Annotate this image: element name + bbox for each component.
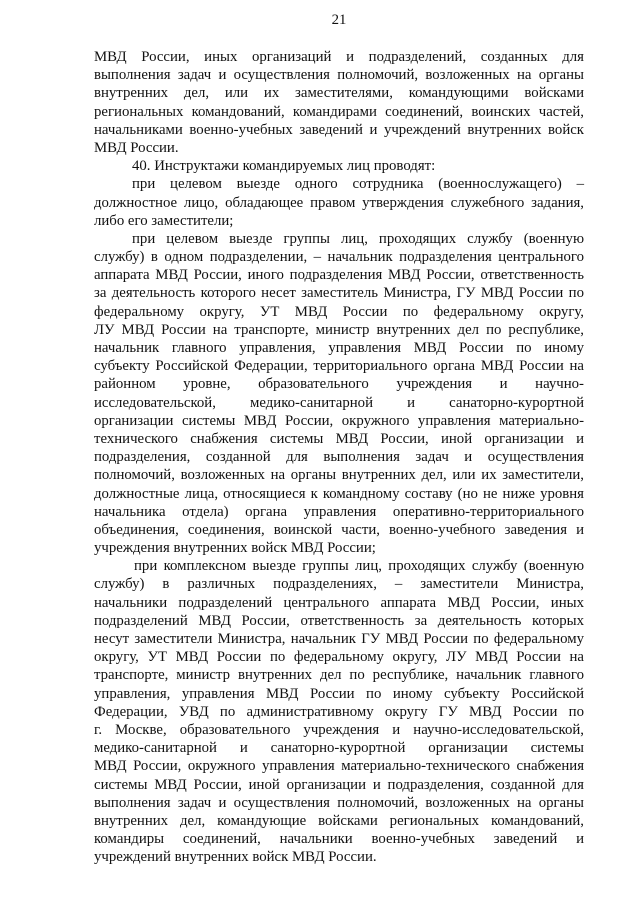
text-line: должностное лицо, обладающее правом утверждения служебного задания, xyxy=(94,194,584,211)
paragraph-item-40 xyxy=(94,157,584,175)
document-body xyxy=(94,48,584,866)
text-line: объединения, соединения, воинской части, военно-учебного заведения и xyxy=(94,521,584,538)
text-line: управления, управления МВД России по иному субъекту Российской xyxy=(94,685,584,702)
text-line: г. Москве, образовательного учреждения и научно-исследовательской, xyxy=(94,721,584,738)
text-line: либо его заместители; xyxy=(94,212,234,229)
text-line: службу) в различных подразделениях, – заместители Министра, xyxy=(94,576,584,593)
text-line: субъекту Российской Федерации, территориального органа МВД России на xyxy=(94,358,584,375)
text-line: региональных командований, командирами соединений, воинских частей, xyxy=(94,103,584,120)
page-number: 21 xyxy=(331,12,347,28)
text-line: исследовательской, медико-санитарной и санаторно-курортной xyxy=(94,394,584,411)
text-line: полномочий, возложенных на органы внутренних дел, или их заместители, xyxy=(94,467,584,484)
text-line: организации системы МВД России, окружного управления материально- xyxy=(94,412,584,429)
text-line: федеральному округу, УТ МВД России по федеральному округу, xyxy=(94,303,584,320)
text-line: должностные лица, относящиеся к командному составу (но не ниже уровня xyxy=(94,485,584,502)
text-line: выполнения задач и осуществления полномочий, возложенных на органы xyxy=(94,67,584,84)
text-line: несут заместители Министра, начальник ГУ МВД России по федеральному xyxy=(94,631,584,647)
paragraph-continuation xyxy=(94,48,584,157)
text-line: округу, УТ МВД России по федеральному округу, ЛУ МВД России на xyxy=(94,649,584,666)
text-line: за деятельность которого несет заместитель Министра, ГУ МВД России по xyxy=(94,285,584,302)
text-line: внутренних дел, командующие войсками региональных командований, xyxy=(94,812,584,829)
text-line: при целевом выезде группы лиц, проходящих службу (военную xyxy=(132,230,584,247)
paragraph-group-various-units xyxy=(94,557,584,866)
text-line: МВД России, окружного управления материально-технического снабжения xyxy=(94,758,584,775)
text-line: начальника отдела) органа управления оперативно-территориального xyxy=(94,503,584,520)
text-line: подразделений МВД России, ответственность за деятельность которых xyxy=(94,612,584,629)
text-line: технического снабжения системы МВД России, иной организации и xyxy=(94,430,584,447)
text-line: аппарата МВД России, иного подразделения МВД России, ответственность xyxy=(94,267,584,284)
text-line: при целевом выезде одного сотрудника (военнослужащего) – xyxy=(132,176,584,193)
text-line: медико-санитарной и санаторно-курортной организации системы xyxy=(94,740,584,757)
text-line: при комплексном выезде группы лиц, проходящих службу (военную xyxy=(134,558,584,575)
text-line: районном уровне, образовательного учреждения и научно- xyxy=(94,376,584,393)
text-line: начальник главного управления, управления МВД России по иному xyxy=(94,340,584,356)
text-line: учреждения внутренних войск МВД России; xyxy=(94,540,376,557)
text-line: 40. Инструктажи командируемых лиц проводят: xyxy=(132,158,436,175)
text-line: ЛУ МВД России на транспорте, министр внутренних дел по республике, xyxy=(94,321,584,338)
text-line: учреждений внутренних войск МВД России. xyxy=(94,849,377,866)
text-line: начальниками военно-учебных заведений и учреждений внутренних войск xyxy=(94,121,584,138)
text-line: Федерации, УВД по административному округу ГУ МВД России по xyxy=(94,703,584,720)
text-line: выполнения задач и осуществления полномочий, возложенных на органы xyxy=(94,794,584,811)
text-line: начальники подразделений центрального аппарата МВД России, иных xyxy=(94,594,584,611)
paragraph-single-employee xyxy=(94,175,584,230)
text-line: МВД России, иных организаций и подразделений, созданных для xyxy=(94,49,584,65)
text-line: системы МВД России, иной организации и подразделения, созданной для xyxy=(94,776,584,793)
text-line: службу) в одном подразделении, – начальник подразделения центрального xyxy=(94,249,584,266)
text-line: подразделения, созданной для выполнения задач и осуществления xyxy=(94,449,584,466)
text-line: МВД России. xyxy=(94,139,179,156)
text-line: командиры соединений, начальники военно-учебных заведений и xyxy=(94,831,584,848)
paragraph-group-one-unit xyxy=(94,230,584,557)
text-line: внутренних дел, или их заместителями, командующими войсками xyxy=(94,85,584,102)
text-line: транспорте, министр внутренних дел по республике, начальник главного xyxy=(94,667,584,684)
